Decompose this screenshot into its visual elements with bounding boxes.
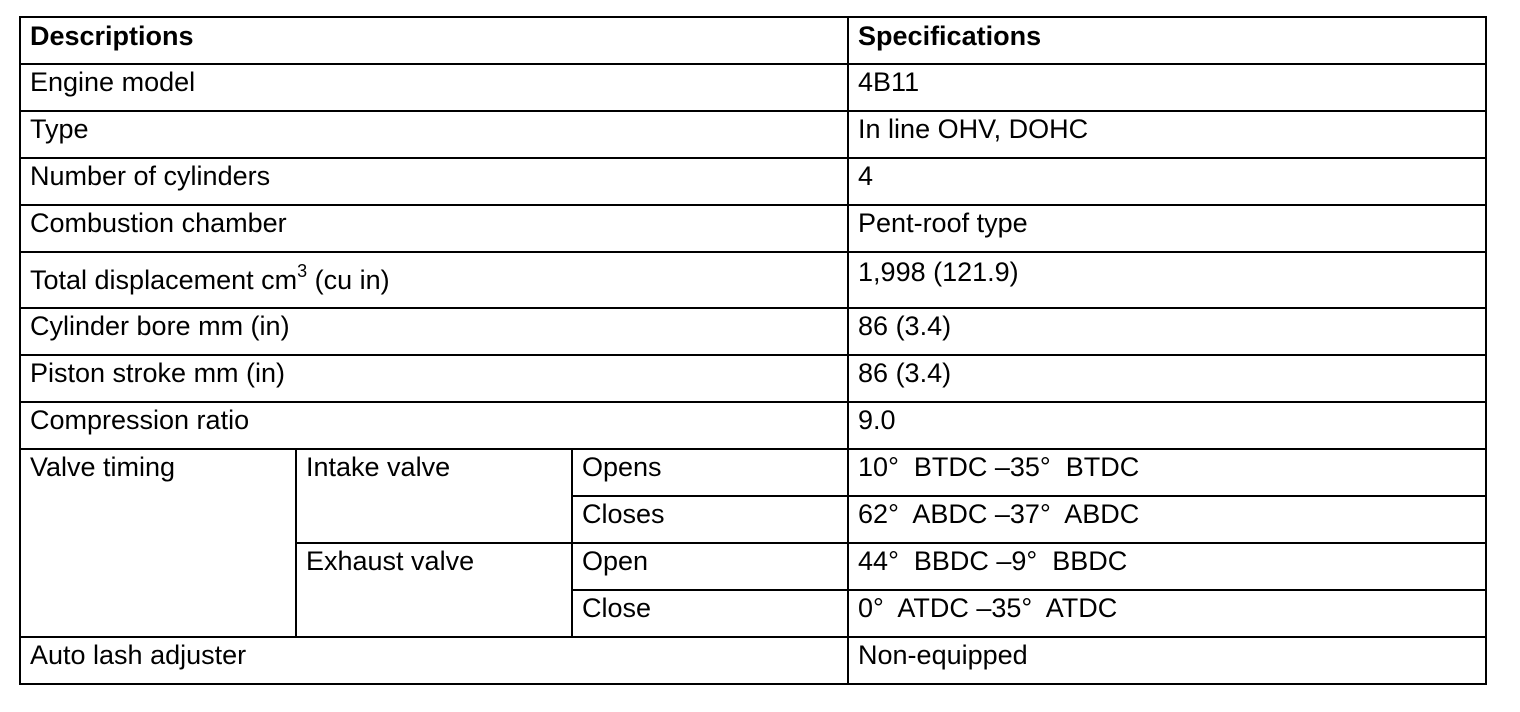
displacement-label-suffix: (cu in) bbox=[307, 265, 390, 295]
displacement-label-superscript: 3 bbox=[297, 261, 308, 281]
engine-model-label: Engine model bbox=[20, 64, 848, 111]
header-specifications: Specifications bbox=[848, 17, 1486, 64]
table-row bbox=[20, 205, 1486, 252]
table-row bbox=[20, 158, 1486, 205]
compression-label: Compression ratio bbox=[20, 402, 848, 449]
exhaust-open-label: Open bbox=[572, 543, 848, 590]
engine-specifications-table bbox=[19, 16, 1487, 685]
bore-value: 86 (3.4) bbox=[848, 308, 1486, 355]
valve-timing-label: Valve timing bbox=[20, 449, 296, 637]
displacement-label bbox=[20, 252, 848, 308]
table-row bbox=[20, 355, 1486, 402]
combustion-label: Combustion chamber bbox=[20, 205, 848, 252]
intake-closes-label: Closes bbox=[572, 496, 848, 543]
stroke-label: Piston stroke mm (in) bbox=[20, 355, 848, 402]
cylinders-label: Number of cylinders bbox=[20, 158, 848, 205]
exhaust-close-value: 0° ATDC –35° ATDC bbox=[848, 590, 1486, 637]
header-descriptions: Descriptions bbox=[20, 17, 848, 64]
intake-opens-value: 10° BTDC –35° BTDC bbox=[848, 449, 1486, 496]
table-header-row bbox=[20, 17, 1486, 64]
lash-adjuster-label: Auto lash adjuster bbox=[20, 637, 848, 684]
combustion-value: Pent-roof type bbox=[848, 205, 1486, 252]
table-row bbox=[20, 637, 1486, 684]
engine-model-value: 4B11 bbox=[848, 64, 1486, 111]
bore-label: Cylinder bore mm (in) bbox=[20, 308, 848, 355]
type-label: Type bbox=[20, 111, 848, 158]
lash-adjuster-value: Non-equipped bbox=[848, 637, 1486, 684]
exhaust-close-label: Close bbox=[572, 590, 848, 637]
table-row bbox=[20, 308, 1486, 355]
table-row bbox=[20, 111, 1486, 158]
exhaust-open-value: 44° BBDC –9° BBDC bbox=[848, 543, 1486, 590]
table-row bbox=[20, 252, 1486, 308]
compression-value: 9.0 bbox=[848, 402, 1486, 449]
table-row bbox=[20, 402, 1486, 449]
exhaust-valve-label: Exhaust valve bbox=[296, 543, 572, 637]
intake-valve-label: Intake valve bbox=[296, 449, 572, 543]
table-row bbox=[20, 64, 1486, 111]
cylinders-value: 4 bbox=[848, 158, 1486, 205]
intake-opens-label: Opens bbox=[572, 449, 848, 496]
displacement-label-prefix: Total displacement cm bbox=[30, 265, 298, 295]
stroke-value: 86 (3.4) bbox=[848, 355, 1486, 402]
displacement-value: 1,998 (121.9) bbox=[848, 252, 1486, 308]
intake-closes-value: 62° ABDC –37° ABDC bbox=[848, 496, 1486, 543]
type-value: In line OHV, DOHC bbox=[848, 111, 1486, 158]
table-row bbox=[20, 449, 1486, 496]
